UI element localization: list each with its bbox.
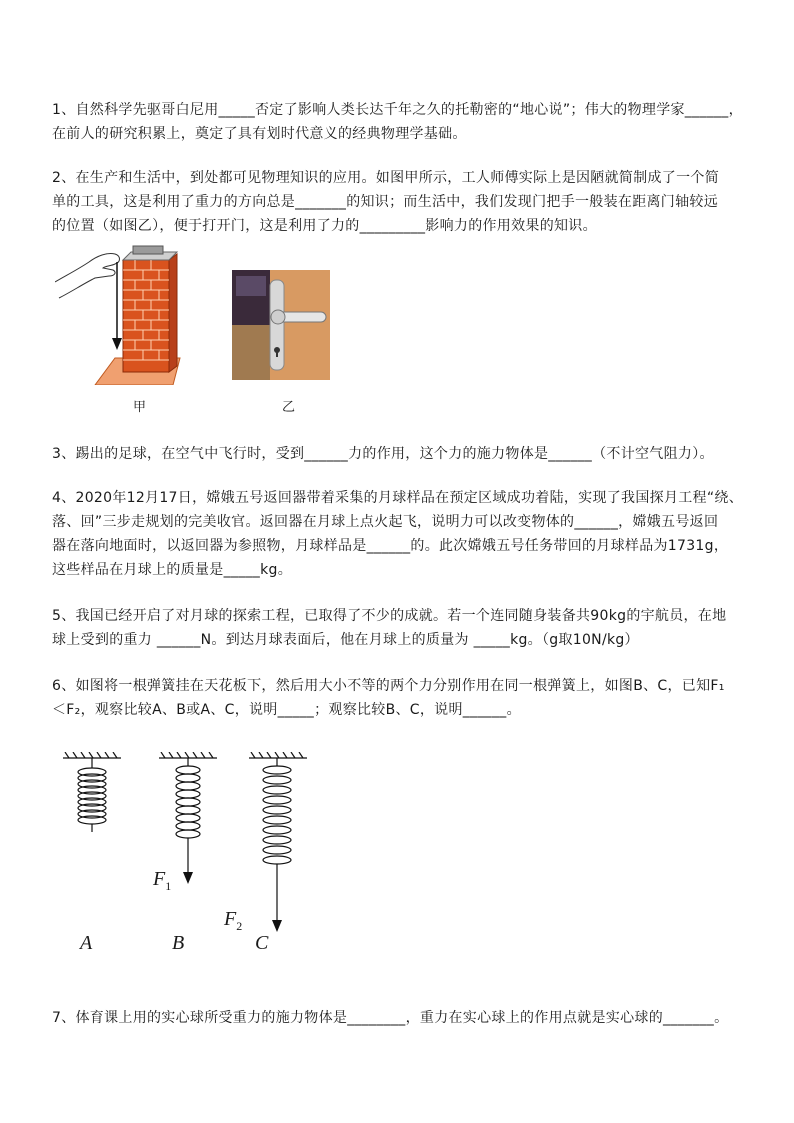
question-line: 3、踢出的足球，在空气中飞行时，受到______力的作用，这个力的施力物体是______（不计空气阻力）。 — [52, 446, 714, 462]
figure-springs — [55, 752, 315, 962]
question-line: ＜F₂，观察比较A、B或A、C，说明_____；观察比较B、C，说明______。 — [52, 702, 521, 718]
label-b: B — [172, 932, 185, 954]
question-line: 2、在生产和生活中，到处都可见物理知识的应用。如图甲所示，工人师傅实际上是因陋就简制成了一个简 — [52, 170, 720, 186]
question-1 — [52, 98, 752, 146]
question-3 — [52, 442, 752, 466]
spring-b-coil — [176, 766, 200, 838]
question-6 — [52, 674, 752, 722]
question-line: 器在落向地面时，以返回器为参照物，月球样品是______的。此次嫦娥五号任务带回的月球样品为1731g， — [52, 538, 729, 554]
question-line: 单的工具，这是利用了重力的方向总是_______的知识；而生活中，我们发现门把手一般装在距离门轴较远 — [52, 194, 718, 210]
question-5 — [52, 604, 752, 652]
label-a: A — [80, 932, 93, 954]
question-line: 1、自然科学先驱哥白尼用_____否定了影响人类长达千年之久的托勒密的“地心说”；伟大的物理学家______， — [52, 102, 743, 118]
question-7 — [52, 1006, 752, 1030]
question-line: 球上受到的重力 ______N。到达月球表面后，他在月球上的质量为 _____kg。（g取10N/kg） — [52, 632, 639, 648]
label-f1: $F_1$ — [153, 868, 172, 893]
caption-yi: 乙 — [282, 400, 296, 415]
spring-a-coil — [78, 768, 106, 824]
label-c: C — [255, 932, 269, 954]
figure-yi-door-handle — [232, 270, 330, 380]
question-line: 落、回”三步走规划的完美收官。返回器在月球上点火起飞，说明力可以改变物体的______，嫦娥五号返回 — [52, 514, 719, 530]
figure-jia-plumb-wall — [55, 240, 185, 385]
question-4 — [52, 486, 752, 582]
question-line: 在前人的研究积累上，奠定了具有划时代意义的经典物理学基础。 — [52, 126, 467, 142]
question-line: 的位置（如图乙），便于打开门，这是利用了力的_________影响力的作用效果的知识。 — [52, 218, 597, 234]
question-line: 6、如图将一根弹簧挂在天花板下，然后用大小不等的两个力分别作用在同一根弹簧上，如图B、C，已知F₁ — [52, 678, 725, 694]
label-f2: $F_2$ — [224, 908, 243, 933]
force-f1-arrowhead — [183, 872, 193, 884]
question-line: 4、2020年12月17日，嫦娥五号返回器带着采集的月球样品在预定区域成功着陆，实现了我国探月工程“绕、 — [52, 490, 744, 506]
caption-jia: 甲 — [133, 400, 147, 415]
question-line: 5、我国已经开启了对月球的探索工程，已取得了不少的成就。若一个连同随身装备共90kg的宇航员，在地 — [52, 608, 727, 624]
question-line: 7、体育课上用的实心球所受重力的施力物体是________，重力在实心球上的作用点就是实心球的_______。 — [52, 1010, 729, 1026]
force-f2-arrowhead — [272, 920, 282, 932]
spring-c-coil — [263, 766, 291, 864]
question-line: 这些样品在月球上的质量是_____kg。 — [52, 562, 292, 578]
question-2 — [52, 166, 752, 238]
